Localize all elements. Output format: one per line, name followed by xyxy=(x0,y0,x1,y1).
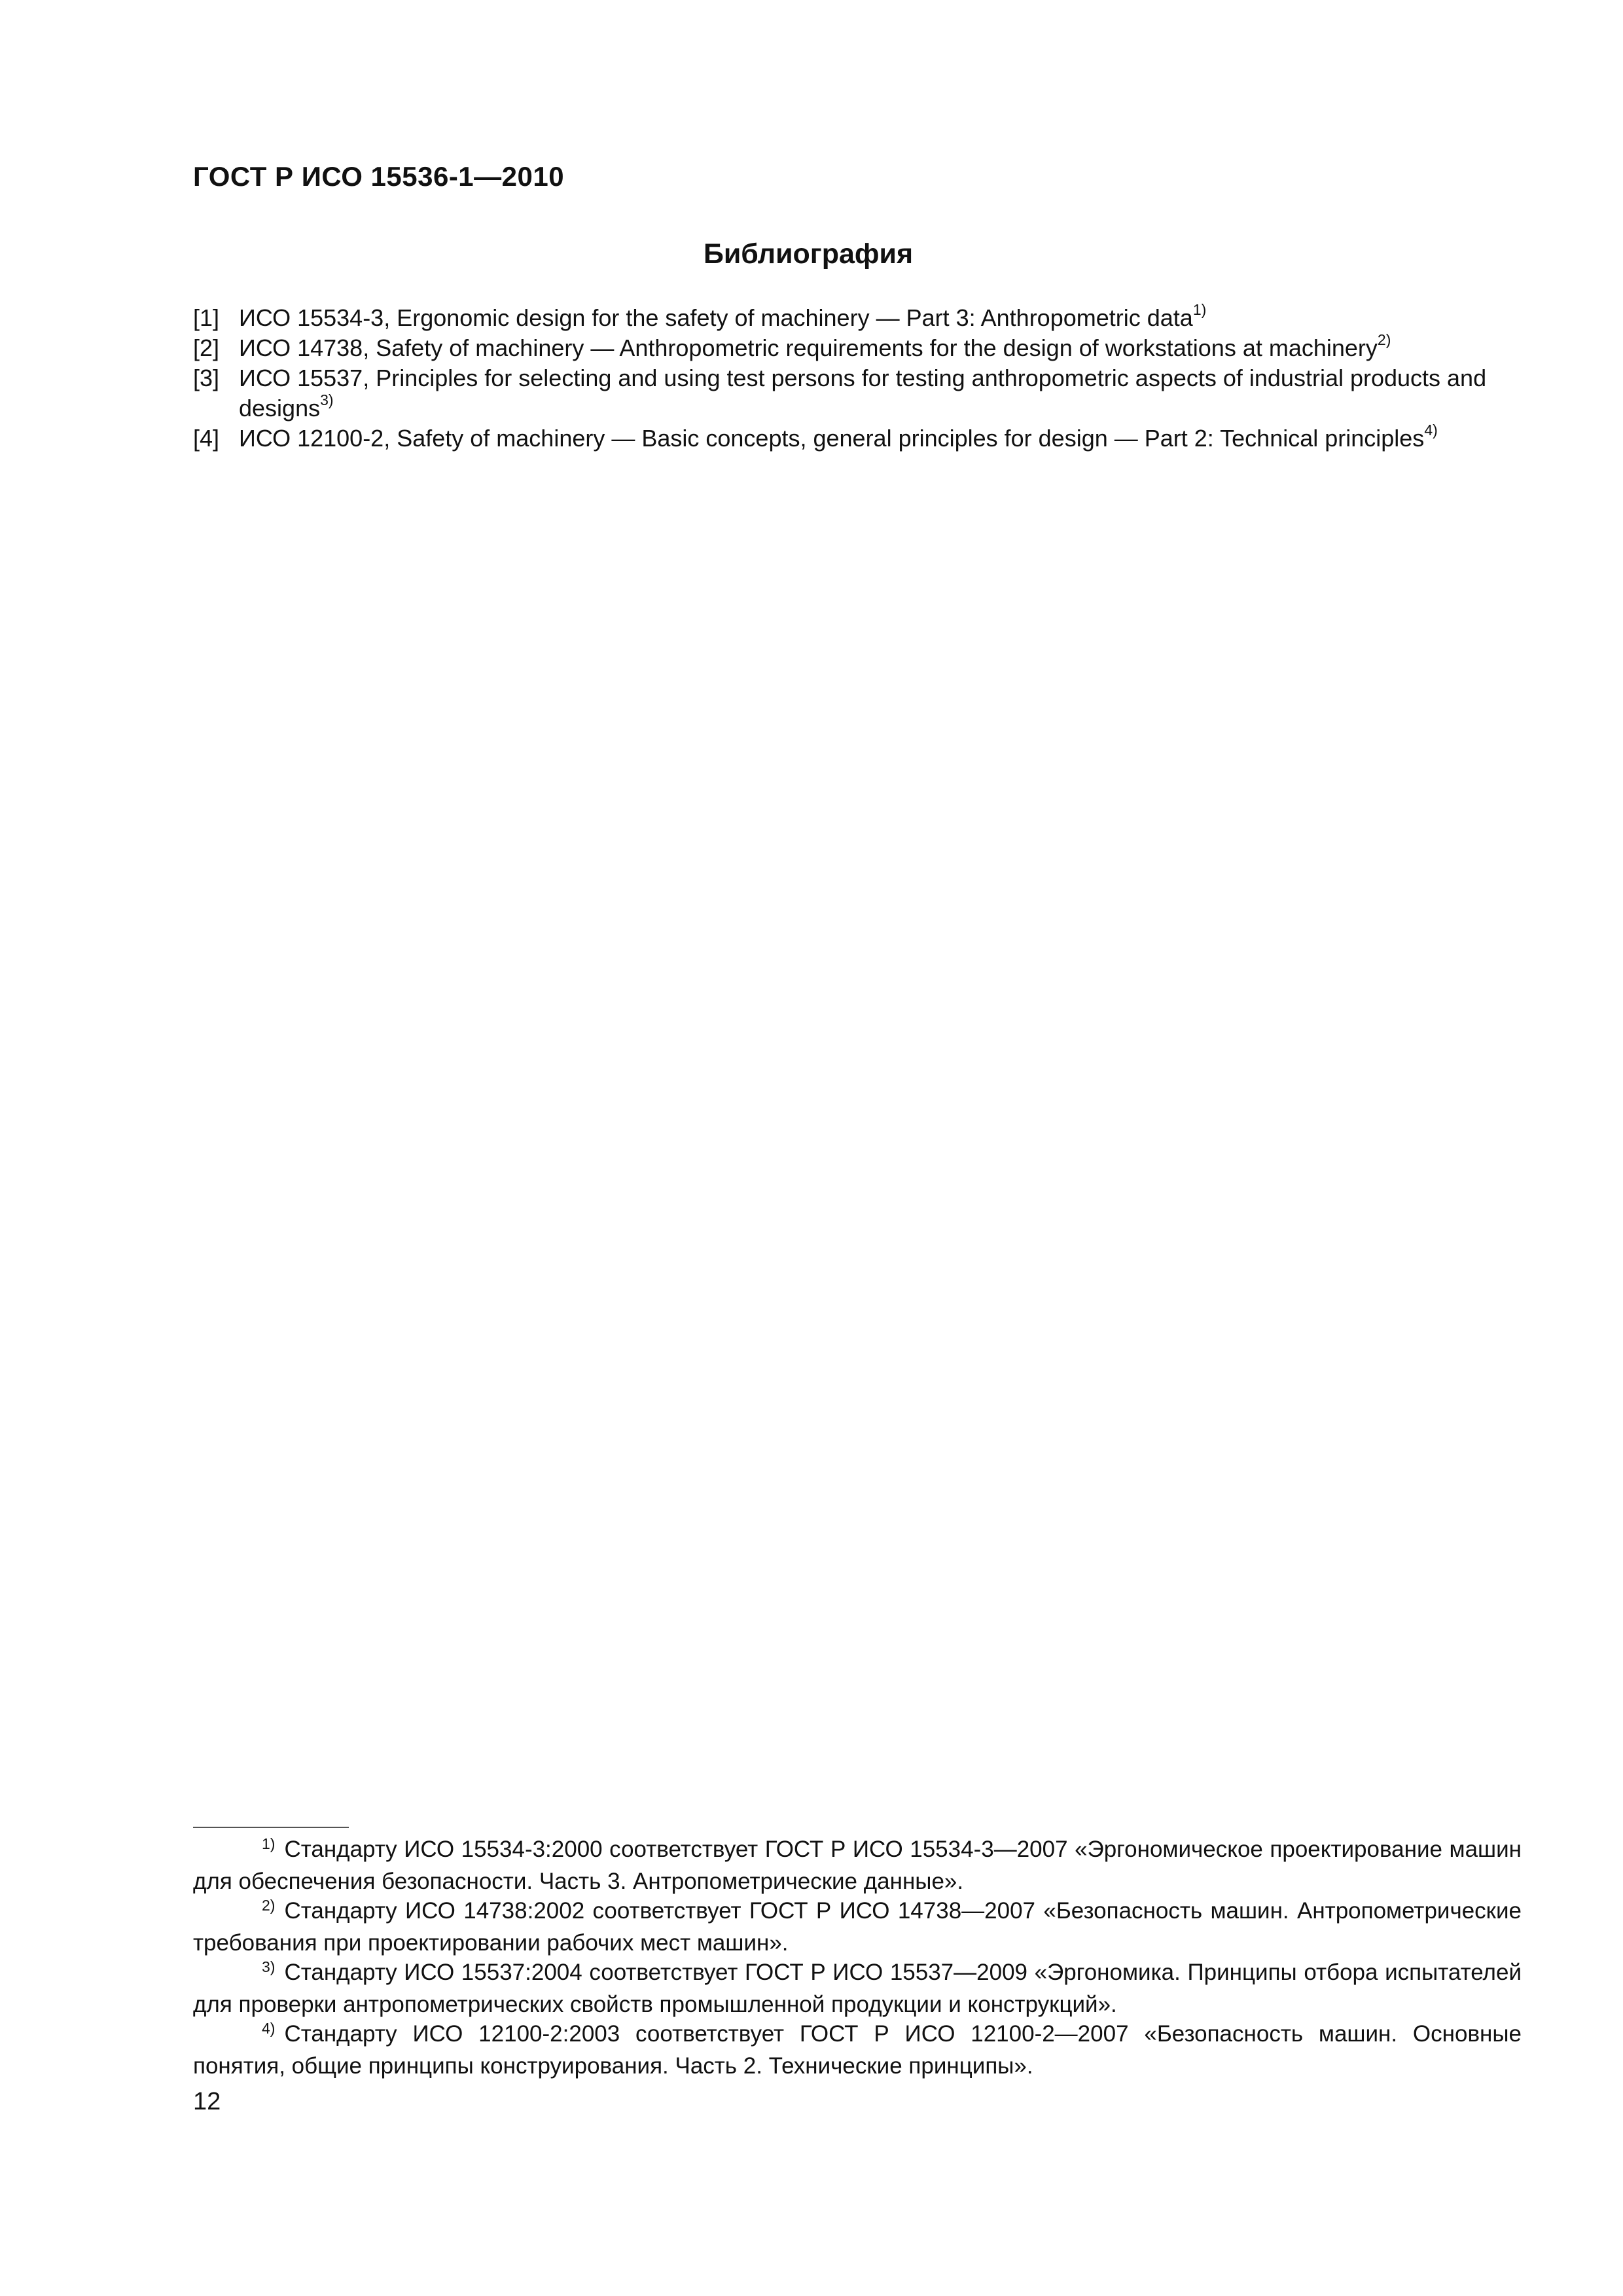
footnote-reference[interactable]: 1) xyxy=(1192,301,1207,318)
footnote-3 xyxy=(193,1958,1522,2019)
bibliography-item-text: ИСО 12100-2, Safety of machinery — Basic concepts, general principles for design — Part 2: Technical principles xyxy=(239,425,1425,452)
footnote-2 xyxy=(193,1896,1522,1958)
footnote-text: Стандарту ИСО 14738:2002 соответствует ГОСТ Р ИСО 14738—2007 «Безопасность машин. Антропометрические требования при проектировании рабочих мест машин». xyxy=(193,1898,1522,1956)
bibliography-item-1 xyxy=(193,303,1522,333)
footnote-mark: 4) xyxy=(262,2020,276,2037)
bibliography-item-2 xyxy=(193,333,1522,363)
bibliography-list xyxy=(193,303,1522,454)
footnote-text: Стандарту ИСО 12100-2:2003 соответствует ГОСТ Р ИСО 12100-2—2007 «Безопасность машин. Основные понятия, общие принципы конструирования. Часть 2. Технические принципы». xyxy=(193,2021,1522,2079)
bibliography-title: Библиография xyxy=(703,238,914,270)
bibliography-item-3 xyxy=(193,363,1522,423)
footnote-4 xyxy=(193,2019,1522,2081)
bibliography-item-text: ИСО 14738, Safety of machinery — Anthropometric requirements for the design of workstations at machinery xyxy=(239,334,1378,361)
footnote-mark: 1) xyxy=(262,1835,276,1852)
bibliography-item-number: [4] xyxy=(193,425,220,452)
footnotes-section xyxy=(193,1835,1522,2081)
standard-code-header: ГОСТ Р ИСО 15536-1—2010 xyxy=(193,161,565,192)
footnote-reference[interactable]: 4) xyxy=(1424,422,1438,439)
bibliography-item-4 xyxy=(193,423,1522,454)
page-number: 12 xyxy=(193,2088,221,2115)
bibliography-item-number: [2] xyxy=(193,334,220,361)
footnote-separator xyxy=(193,1827,349,1828)
footnote-mark: 2) xyxy=(262,1897,276,1914)
footnote-text: Стандарту ИСО 15537:2004 соответствует ГОСТ Р ИСО 15537—2009 «Эргономика. Принципы отбора испытателей для проверки антропометрических свойств промышленной продукции и конструкций». xyxy=(193,1960,1522,2017)
footnote-reference[interactable]: 2) xyxy=(1377,331,1391,348)
bibliography-item-text: ИСО 15534-3, Ergonomic design for the safety of machinery — Part 3: Anthropometric data xyxy=(239,304,1193,331)
footnote-1 xyxy=(193,1835,1522,1896)
footnote-mark: 3) xyxy=(262,1958,276,1975)
footnote-reference[interactable]: 3) xyxy=(320,391,334,408)
footnote-text: Стандарту ИСО 15534-3:2000 соответствует ГОСТ Р ИСО 15534-3—2007 «Эргономическое проектирование машин для обеспечения безопасности. Часть 3. Антропометрические данные». xyxy=(193,1837,1522,1894)
bibliography-item-text: ИСО 15537, Principles for selecting and using test persons for testing anthropometric aspects of industrial products and designs xyxy=(239,365,1487,422)
bibliography-item-number: [1] xyxy=(193,304,220,331)
bibliography-item-number: [3] xyxy=(193,365,220,391)
